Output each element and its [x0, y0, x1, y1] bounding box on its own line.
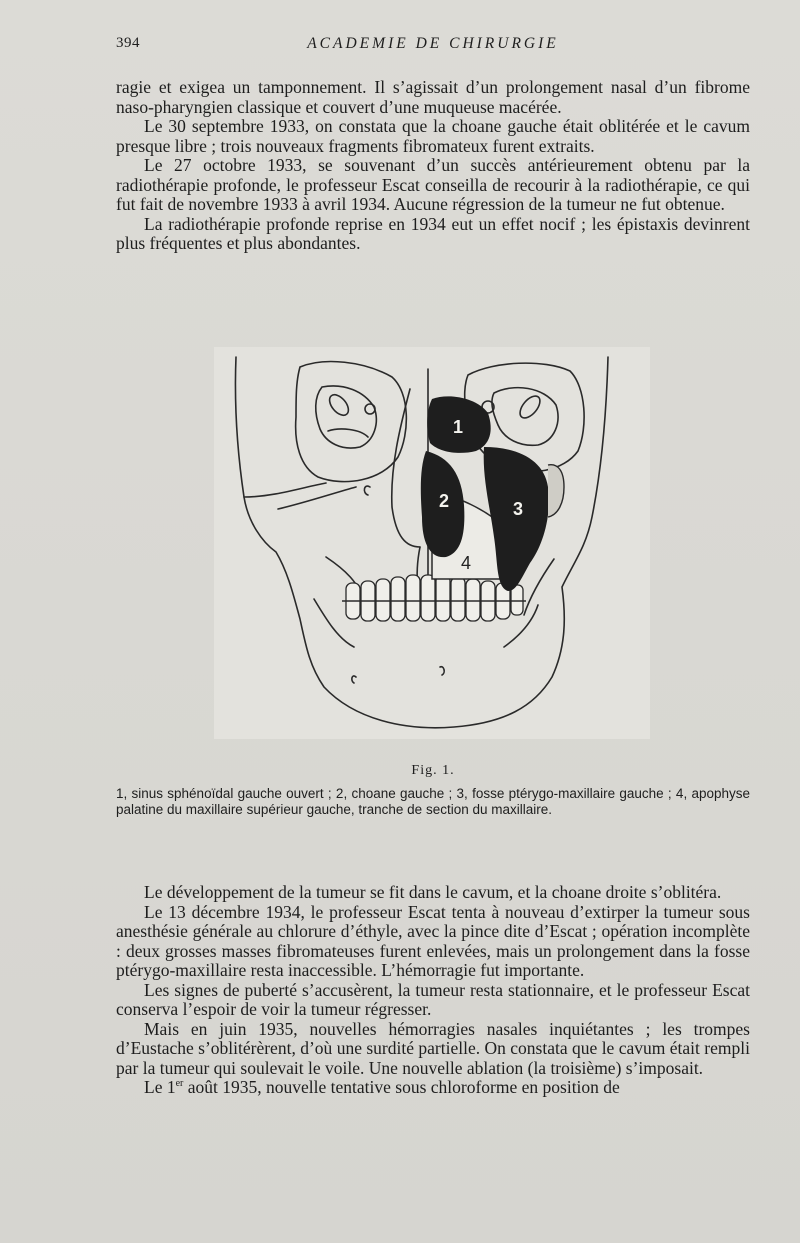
bottom-text-block — [116, 883, 750, 1098]
last-line-rest: août 1935, nouvelle tentative sous chloroforme en position de — [183, 1077, 620, 1097]
figure-label-3: 3 — [512, 499, 524, 519]
paragraph: Le 13 décembre 1934, le professeur Escat tenta à nouveau d’extirper la tumeur sous anesthésie générale au chlorure d’éthyle, avec la pince dite d’Escat ; opération incomplète : deux grosses masses fibromateuses furent enlevées, mais un prolongement dans la fosse ptérygo-maxillaire resta inaccessible. L’hémorragie fut importante. — [116, 901, 750, 980]
paragraph: ragie et exigea un tamponnement. Il s’agissait d’un prolongement nasal d’un fibrome naso-pharyngien classique et couvert d’une muqueuse macérée. — [116, 77, 750, 117]
top-text-block — [116, 78, 750, 254]
paragraph: La radiothérapie profonde reprise en 1934 eut un effet nocif ; les épistaxis devinrent plus fréquentes et plus abondantes. — [116, 213, 750, 253]
paragraph: Le développement de la tumeur se fit dans le cavum, et la choane droite s’oblitéra. — [144, 882, 722, 902]
figure-label-4: 4 — [460, 553, 472, 573]
skull-illustration — [214, 347, 650, 739]
figure-title: Fig. 1. — [411, 763, 455, 778]
running-title: ACADEMIE DE CHIRURGIE — [307, 35, 559, 52]
ordinal-suffix: er — [175, 1078, 184, 1090]
paragraph: Mais en juin 1935, nouvelles hémorragies nasales inquiétantes ; les trompes d’Eustache s’oblitérèrent, d’où une surdité partielle. On constata que le cavum était rempli par la tumeur qui soulevait le voile. Une nouvelle ablation (la troisième) s’imposait. — [116, 1018, 750, 1078]
paragraph-last — [116, 1078, 750, 1098]
paragraph: Les signes de puberté s’accusèrent, la tumeur resta stationnaire, et le professeur Escat conserva l’espoir de voir la tumeur régresser. — [116, 979, 750, 1019]
figure-label-1: 1 — [452, 417, 464, 437]
paragraph: Le 27 octobre 1933, se souvenant d’un succès antérieurement obtenu par la radiothérapie profonde, le professeur Escat conseilla de recourir à la radiothérapie, ce qui fut fait de novembre 1933 à avril 1934. Aucune régression de la tumeur ne fut obtenue. — [116, 155, 750, 214]
last-line-start: Le 1 — [144, 1077, 176, 1097]
skull-figure — [214, 347, 650, 739]
page-number: 394 — [116, 35, 140, 51]
figure-caption: 1, sinus sphénoïdal gauche ouvert ; 2, choane gauche ; 3, fosse ptérygo-maxillaire gauche ; 4, apophyse palatine du maxillaire supérieur gauche, tranche de section du maxillaire. — [116, 786, 750, 817]
figure-label-2: 2 — [438, 491, 450, 511]
paragraph: Le 30 septembre 1933, on constata que la choane gauche était oblitérée et le cavum presque libre ; trois nouveaux fragments fibromateux furent extraits. — [116, 116, 750, 156]
page-header — [116, 35, 750, 57]
